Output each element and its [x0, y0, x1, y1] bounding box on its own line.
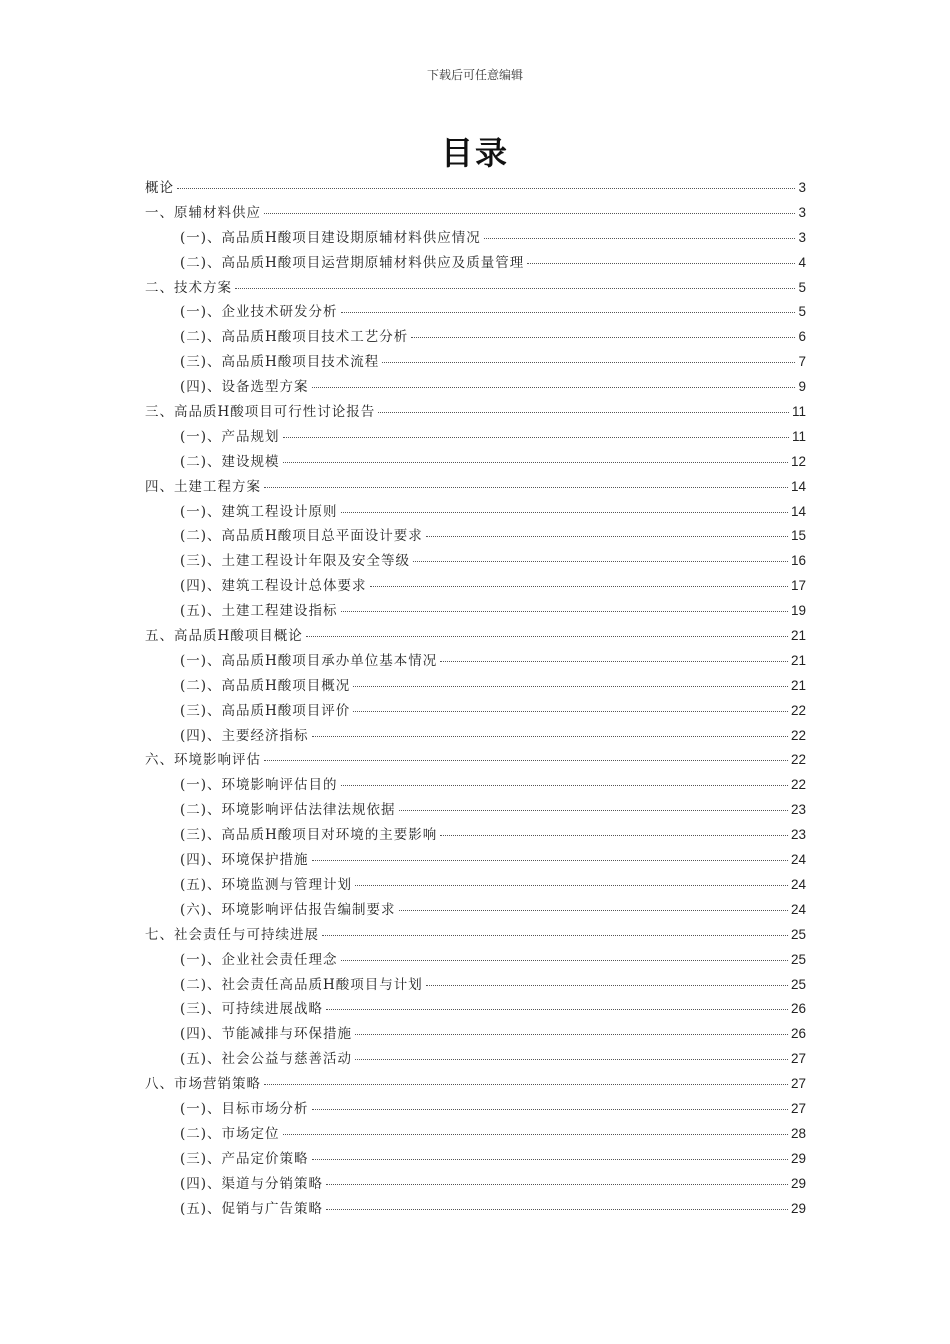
toc-dot-leader — [341, 611, 788, 612]
toc-entry[interactable] — [145, 176, 806, 201]
toc-dot-leader — [283, 437, 789, 438]
toc-entry[interactable] — [145, 425, 806, 450]
toc-entry-page-number: 25 — [790, 926, 806, 942]
toc-dot-leader — [264, 213, 795, 214]
toc-dot-leader — [484, 238, 796, 239]
toc-entry-label: (三)、高品质H酸项目技术流程 — [180, 354, 380, 371]
toc-entry[interactable] — [145, 948, 806, 973]
toc-dot-leader — [378, 412, 789, 413]
toc-entry-page-number: 5 — [798, 279, 806, 295]
toc-entry-label: 二、技术方案 — [145, 279, 232, 296]
toc-entry-label: (二)、市场定位 — [180, 1125, 280, 1142]
toc-entry-page-number: 22 — [790, 777, 806, 793]
toc-dot-leader — [527, 263, 795, 264]
toc-entry-label: 概论 — [145, 180, 174, 196]
toc-entry-page-number: 15 — [790, 528, 806, 544]
toc-entry-label: (三)、产品定价策略 — [180, 1150, 309, 1167]
toc-entry-label: (四)、环境保护措施 — [180, 852, 309, 869]
toc-entry-page-number: 22 — [790, 752, 806, 768]
toc-dot-leader — [306, 636, 788, 637]
toc-entry-page-number: 24 — [790, 876, 806, 892]
toc-dot-leader — [399, 810, 788, 811]
toc-entry-page-number: 14 — [790, 478, 806, 494]
toc-entry[interactable] — [145, 1147, 806, 1172]
toc-entry-page-number: 3 — [798, 180, 806, 195]
toc-entry[interactable] — [145, 823, 806, 848]
toc-entry-label: (四)、主要经济指标 — [180, 727, 309, 744]
toc-entry-page-number: 27 — [790, 1076, 806, 1092]
toc-entry-page-number: 21 — [790, 652, 806, 668]
toc-entry[interactable] — [145, 1097, 806, 1122]
toc-entry-label: (一)、高品质H酸项目承办单位基本情况 — [180, 652, 438, 669]
toc-entry-page-number: 25 — [790, 951, 806, 967]
toc-entry-page-number: 21 — [790, 628, 806, 644]
toc-dot-leader — [322, 935, 788, 936]
toc-entry-label: (三)、高品质H酸项目对环境的主要影响 — [180, 827, 438, 844]
toc-entry[interactable] — [145, 300, 806, 325]
toc-entry-page-number: 23 — [790, 802, 806, 818]
toc-entry-label: (二)、社会责任高品质H酸项目与计划 — [180, 976, 423, 993]
toc-dot-leader — [353, 711, 788, 712]
toc-entry-page-number: 29 — [790, 1200, 806, 1216]
toc-entry-page-number: 24 — [790, 901, 806, 917]
toc-entry[interactable] — [145, 674, 806, 699]
toc-dot-leader — [341, 785, 788, 786]
toc-entry[interactable] — [145, 773, 806, 798]
toc-entry-label: (一)、产品规划 — [180, 428, 280, 445]
toc-entry-label: (二)、高品质H酸项目技术工艺分析 — [180, 329, 409, 346]
toc-entry-page-number: 24 — [790, 852, 806, 868]
toc-entry[interactable] — [145, 251, 806, 276]
toc-entry-page-number: 29 — [790, 1175, 806, 1191]
toc-dot-leader — [370, 586, 788, 587]
toc-entry[interactable] — [145, 1172, 806, 1197]
toc-entry[interactable] — [145, 649, 806, 674]
toc-dot-leader — [411, 337, 795, 338]
toc-dot-leader — [440, 661, 788, 662]
toc-entry-label: (二)、高品质H酸项目概况 — [180, 677, 351, 694]
toc-dot-leader — [353, 686, 788, 687]
toc-dot-leader — [283, 462, 788, 463]
toc-entry-label: (三)、可持续进展战略 — [180, 1001, 324, 1018]
toc-entry[interactable] — [145, 226, 806, 251]
toc-dot-leader — [326, 1209, 788, 1210]
toc-dot-leader — [440, 835, 788, 836]
toc-entry[interactable] — [145, 325, 806, 350]
toc-entry-page-number: 28 — [790, 1125, 806, 1141]
toc-entry-page-number: 27 — [790, 1051, 806, 1067]
toc-dot-leader — [341, 512, 788, 513]
toc-dot-leader — [355, 885, 788, 886]
toc-entry-label: 四、土建工程方案 — [145, 478, 261, 495]
toc-entry-label: (五)、社会公益与慈善活动 — [180, 1051, 353, 1068]
toc-entry[interactable] — [145, 624, 806, 649]
toc-entry[interactable] — [145, 997, 806, 1022]
toc-dot-leader — [312, 860, 788, 861]
toc-dot-leader — [341, 960, 788, 961]
toc-entry-label: (二)、高品质H酸项目总平面设计要求 — [180, 528, 423, 545]
toc-entry[interactable] — [145, 1197, 806, 1222]
toc-entry[interactable] — [145, 450, 806, 475]
toc-dot-leader — [355, 1059, 788, 1060]
table-of-contents — [145, 176, 806, 1221]
toc-entry[interactable] — [145, 276, 806, 301]
toc-entry-page-number: 29 — [790, 1150, 806, 1166]
toc-entry[interactable] — [145, 873, 806, 898]
toc-entry-page-number: 17 — [790, 578, 806, 594]
toc-dot-leader — [426, 536, 788, 537]
toc-entry-label: 六、环境影响评估 — [145, 752, 261, 769]
toc-dot-leader — [264, 1084, 788, 1085]
toc-entry-page-number: 6 — [798, 329, 806, 345]
toc-entry[interactable] — [145, 350, 806, 375]
toc-entry-label: 三、高品质H酸项目可行性讨论报告 — [145, 404, 376, 421]
toc-entry-page-number: 22 — [790, 702, 806, 718]
toc-entry-page-number: 11 — [791, 404, 806, 420]
toc-dot-leader — [426, 985, 788, 986]
page-header: 下载后可任意编辑 — [426, 68, 523, 82]
toc-dot-leader — [341, 312, 796, 313]
toc-entry[interactable] — [145, 500, 806, 525]
toc-dot-leader — [326, 1009, 788, 1010]
toc-entry-page-number: 21 — [790, 677, 806, 693]
page-title: 目录 — [440, 134, 509, 172]
toc-entry-label: (二)、建设规模 — [180, 453, 280, 470]
toc-entry-label: (四)、节能减排与环保措施 — [180, 1026, 353, 1043]
toc-entry-label: (一)、企业社会责任理念 — [180, 951, 338, 968]
toc-entry-page-number: 22 — [790, 727, 806, 743]
toc-entry[interactable] — [145, 475, 806, 500]
toc-entry[interactable] — [145, 898, 806, 923]
toc-entry[interactable] — [145, 724, 806, 749]
toc-dot-leader — [312, 1159, 788, 1160]
toc-entry-page-number: 19 — [790, 603, 806, 619]
toc-entry-page-number: 23 — [790, 827, 806, 843]
toc-dot-leader — [312, 387, 796, 388]
toc-entry[interactable] — [145, 400, 806, 425]
toc-dot-leader — [382, 362, 795, 363]
toc-entry-label: (五)、促销与广告策略 — [180, 1200, 324, 1217]
toc-dot-leader — [355, 1034, 788, 1035]
toc-entry-label: 八、市场营销策略 — [145, 1076, 261, 1093]
toc-entry-label: (三)、高品质H酸项目评价 — [180, 702, 351, 719]
toc-entry[interactable] — [145, 1047, 806, 1072]
toc-dot-leader — [235, 288, 795, 289]
toc-entry-page-number: 5 — [798, 304, 806, 320]
toc-entry[interactable] — [145, 1022, 806, 1047]
toc-entry-page-number: 11 — [791, 428, 806, 444]
toc-dot-leader — [312, 1109, 788, 1110]
toc-entry[interactable] — [145, 1122, 806, 1147]
toc-entry-label: 一、原辅材料供应 — [145, 204, 261, 221]
toc-entry-page-number: 4 — [798, 254, 806, 270]
toc-entry-label: (五)、环境监测与管理计划 — [180, 876, 353, 893]
toc-dot-leader — [413, 561, 788, 562]
toc-entry[interactable] — [145, 549, 806, 574]
toc-entry[interactable] — [145, 798, 806, 823]
toc-dot-leader — [312, 736, 788, 737]
toc-entry[interactable] — [145, 848, 806, 873]
toc-entry[interactable] — [145, 599, 806, 624]
toc-dot-leader — [326, 1184, 788, 1185]
toc-entry-label: (四)、建筑工程设计总体要求 — [180, 578, 367, 595]
toc-entry[interactable] — [145, 923, 806, 948]
toc-entry-page-number: 27 — [790, 1100, 806, 1116]
toc-entry[interactable] — [145, 375, 806, 400]
toc-entry-page-number: 9 — [798, 379, 806, 395]
toc-entry[interactable] — [145, 973, 806, 998]
toc-entry-label: (一)、高品质H酸项目建设期原辅材料供应情况 — [180, 229, 481, 246]
toc-entry-label: (四)、渠道与分销策略 — [180, 1175, 324, 1192]
toc-entry-label: (二)、环境影响评估法律法规依据 — [180, 802, 396, 819]
toc-entry-label: 五、高品质H酸项目概论 — [145, 628, 303, 645]
toc-dot-leader — [264, 487, 788, 488]
toc-entry-label: (一)、企业技术研发分析 — [180, 304, 338, 321]
toc-entry-label: 七、社会责任与可持续进展 — [145, 926, 319, 943]
toc-entry-page-number: 25 — [790, 976, 806, 992]
toc-dot-leader — [177, 188, 795, 189]
toc-dot-leader — [283, 1134, 788, 1135]
toc-entry-page-number: 12 — [790, 453, 806, 469]
toc-entry-label: (二)、高品质H酸项目运营期原辅材料供应及质量管理 — [180, 254, 525, 271]
toc-dot-leader — [264, 760, 788, 761]
toc-entry-page-number: 26 — [790, 1026, 806, 1042]
toc-entry[interactable] — [145, 748, 806, 773]
toc-entry[interactable] — [145, 574, 806, 599]
toc-entry-label: (一)、目标市场分析 — [180, 1100, 309, 1117]
toc-entry-page-number: 26 — [790, 1001, 806, 1017]
toc-entry-page-number: 14 — [790, 503, 806, 519]
toc-entry[interactable] — [145, 699, 806, 724]
toc-entry-label: (四)、设备选型方案 — [180, 379, 309, 396]
toc-entry-label: (一)、建筑工程设计原则 — [180, 503, 338, 520]
toc-entry[interactable] — [145, 1072, 806, 1097]
toc-dot-leader — [399, 910, 788, 911]
toc-entry-label: (五)、土建工程建设指标 — [180, 603, 338, 620]
toc-entry[interactable] — [145, 524, 806, 549]
toc-entry-page-number: 7 — [798, 354, 806, 370]
toc-entry-label: (六)、环境影响评估报告编制要求 — [180, 901, 396, 918]
toc-entry-label: (三)、土建工程设计年限及安全等级 — [180, 553, 411, 570]
toc-entry-page-number: 16 — [790, 553, 806, 569]
toc-entry-label: (一)、环境影响评估目的 — [180, 777, 338, 794]
toc-entry-page-number: 3 — [798, 229, 806, 245]
toc-entry-page-number: 3 — [798, 204, 806, 220]
toc-entry[interactable] — [145, 201, 806, 226]
